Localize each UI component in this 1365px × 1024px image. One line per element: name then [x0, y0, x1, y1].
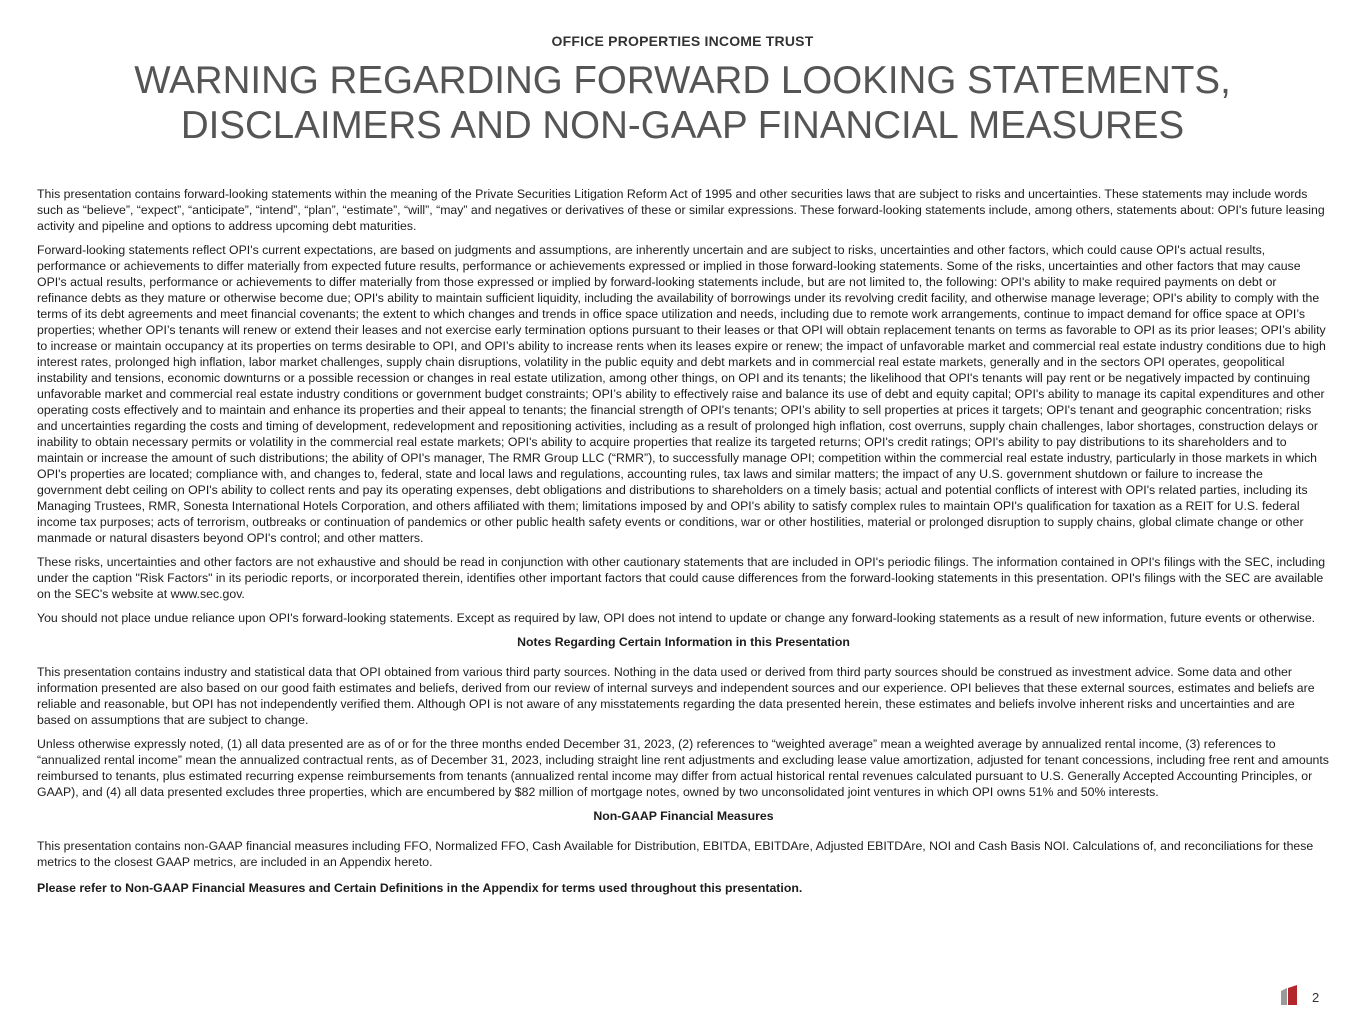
opi-logo-icon: [1281, 985, 1297, 1005]
paragraph-third-party-data: This presentation contains industry and statistical data that OPI obtained from various third party sources. Nothing in the data used or derived from third party sources should be construed as investment advice. Some data and other information presented are also based on our good faith estimates and beliefs, derived from our review of internal surveys and independent sources and our experience. OPI believes that these external sources, estimates and beliefs are reliable and reasonable, but OPI has not independently verified them. Although OPI is not aware of any misstatements regarding the data presented herein, these estimates and beliefs involve inherent risks and uncertainties and are based on assumptions that are subject to change.: [37, 665, 1315, 727]
heading-non-gaap: Non-GAAP Financial Measures: [593, 809, 774, 823]
page-title: WARNING REGARDING FORWARD LOOKING STATEMENTS, DISCLAIMERS AND NON-GAAP FINANCIAL MEASURES: [134, 59, 1231, 147]
paragraph-appendix-note: Please refer to Non-GAAP Financial Measures and Certain Definitions in the Appendix for terms used throughout this presentation.: [37, 881, 803, 895]
paragraph-risk-factors: These risks, uncertainties and other factors are not exhaustive and should be read in conjunction with other cautionary statements that are included in OPI's periodic filings. The information contained in OPI's filings with the SEC, including under the caption "Risk Factors" in its periodic reports, or incorporated therein, identifies other important factors that could cause differences from the forward-looking statements in this presentation. OPI's filings with the SEC are available on the SEC's website at www.sec.gov.: [37, 555, 1326, 601]
heading-notes: Notes Regarding Certain Information in this Presentation: [517, 635, 850, 649]
paragraph-undue-reliance: You should not place undue reliance upon OPI's forward-looking statements. Except as required by law, OPI does not intend to update or change any forward-looking statements as a result of new information, future events or otherwise.: [37, 611, 1316, 625]
paragraph-non-gaap: This presentation contains non-GAAP financial measures including FFO, Normalized FFO, Cash Available for Distribution, EBITDA, EBITDAre, Adjusted EBITDAre, NOI and Cash Basis NOI. Calculations of, and reconciliations for these metrics to the closest GAAP metrics, are included in an Appendix hereto.: [37, 839, 1314, 869]
paragraph-forward-looking-risks: Forward-looking statements reflect OPI's current expectations, are based on judgments and assumptions, are inherently uncertain and are subject to risks, uncertainties and other factors, which could cause OPI's actual results, performance or achievements to differ materially from expected future results, performance or achievements expressed or implied in those forward-looking statements. Some of the risks, uncertainties and other factors that may cause OPI's actual results, performance or achievements to differ materially from those expressed or implied by forward-looking statements include, but are not limited to, the following: OPI's ability to make required payments on debt or refinance debts as they mature or otherwise become due; OPI's ability to maintain sufficient liquidity, including the availability of borrowings under its revolving credit facility, and otherwise manage leverage; OPI's ability to comply with the terms of its debt agreements and meet financial covenants; the extent to which changes and trends in office space utilization and needs, including due to remote work arrangements, continue to impact demand for office space at OPI’s properties; whether OPI’s tenants will renew or extend their leases and not exercise early termination options pursuant to their leases or that OPI will obtain replacement tenants on terms as favorable to OPI as its prior leases; OPI’s ability to increase or maintain occupancy at its properties on terms desirable to OPI, and OPI’s ability to increase rents when its leases expire or renew; the impact of unfavorable market and commercial real estate industry conditions due to high interest rates, prolonged high inflation, labor market challenges, supply chain disruptions, volatility in the public equity and debt markets and in commercial real estate markets, generally and in the sectors OPI operates, geopolitical instability and tensions, economic downturns or a possible recession or changes in real estate utilization, among other things, on OPI and its tenants; the likelihood that OPI's tenants will pay rent or be negatively impacted by continuing unfavorable market and commercial real estate industry conditions or government budget constraints; OPI’s ability to effectively raise and balance its use of debt and equity capital; OPI's ability to manage its capital expenditures and other operating costs effectively and to maintain and enhance its properties and their appeal to tenants; the financial strength of OPI's tenants; OPI’s ability to sell properties at prices it targets; OPI's tenant and geographic concentration; risks and uncertainties regarding the costs and timing of development, redevelopment and repositioning activities, including as a result of prolonged high inflation, cost overruns, supply chain challenges, labor shortages, construction delays or inability to obtain necessary permits or volatility in the commercial real estate markets; OPI's ability to acquire properties that realize its targeted returns; OPI's credit ratings; OPI's ability to pay distributions to its shareholders and to maintain or increase the amount of such distributions; the ability of OPI's manager, The RMR Group LLC (“RMR”), to successfully manage OPI; competition within the commercial real estate industry, particularly in those markets in which OPI's properties are located; compliance with, and changes to, federal, state and local laws and regulations, accounting rules, tax laws and similar matters; the impact of any U.S. government shutdown or failure to increase the government debt ceiling on OPI's ability to collect rents and pay its operating expenses, debt obligations and distributions to shareholders on a timely basis; actual and potential conflicts of interest with OPI's related parties, including its Managing Trustees, RMR, Sonesta International Hotels Corporation, and others affiliated with them; limitations imposed by and OPI's ability to satisfy complex rules to maintain OPI's qualification for taxation as a REIT for U.S. federal income tax purposes; acts of terrorism, outbreaks or continuation of pandemics or other public health safety events or conditions, war or other hostilities, material or prolonged disruption to supply chains, global climate change or other manmade or natural disasters beyond OPI's control; and other matters.: [37, 243, 1326, 545]
company-name: OFFICE PROPERTIES INCOME TRUST: [551, 33, 814, 49]
disclaimer-body: [37, 186, 1330, 904]
paragraph-forward-looking-intro: This presentation contains forward-looking statements within the meaning of the Private Securities Litigation Reform Act of 1995 and other securities laws that are subject to risks and uncertainties. These statements may include words such as “believe”, “expect”, “anticipate”, “intend”, “plan”, “estimate”, “will”, “may” and negatives or derivatives of these or similar expressions. These forward-looking statements include, among others, statements about: OPI's future leasing activity and pipeline and options to address upcoming debt maturities.: [37, 187, 1325, 233]
page-number: 2: [1312, 990, 1320, 1005]
paragraph-data-definitions: Unless otherwise expressly noted, (1) all data presented are as of or for the three months ended December 31, 2023, (2) references to “weighted average” mean a weighted average by annualized rental income, (3) references to “annualized rental income” mean the annualized contractual rents, as of December 31, 2023, including straight line rent adjustments and excluding lease value amortization, adjusted for tenant concessions, including free rent and amounts reimbursed to tenants, plus estimated recurring expense reimbursements from tenants (annualized rental income may differ from actual historical rental revenues calculated pursuant to U.S. Generally Accepted Accounting Principles, or GAAP), and (4) all data presented excludes three properties, which are encumbered by $82 million of mortgage notes, owned by two unconsolidated joint ventures in which OPI owns 51% and 50% interests.: [37, 737, 1329, 799]
